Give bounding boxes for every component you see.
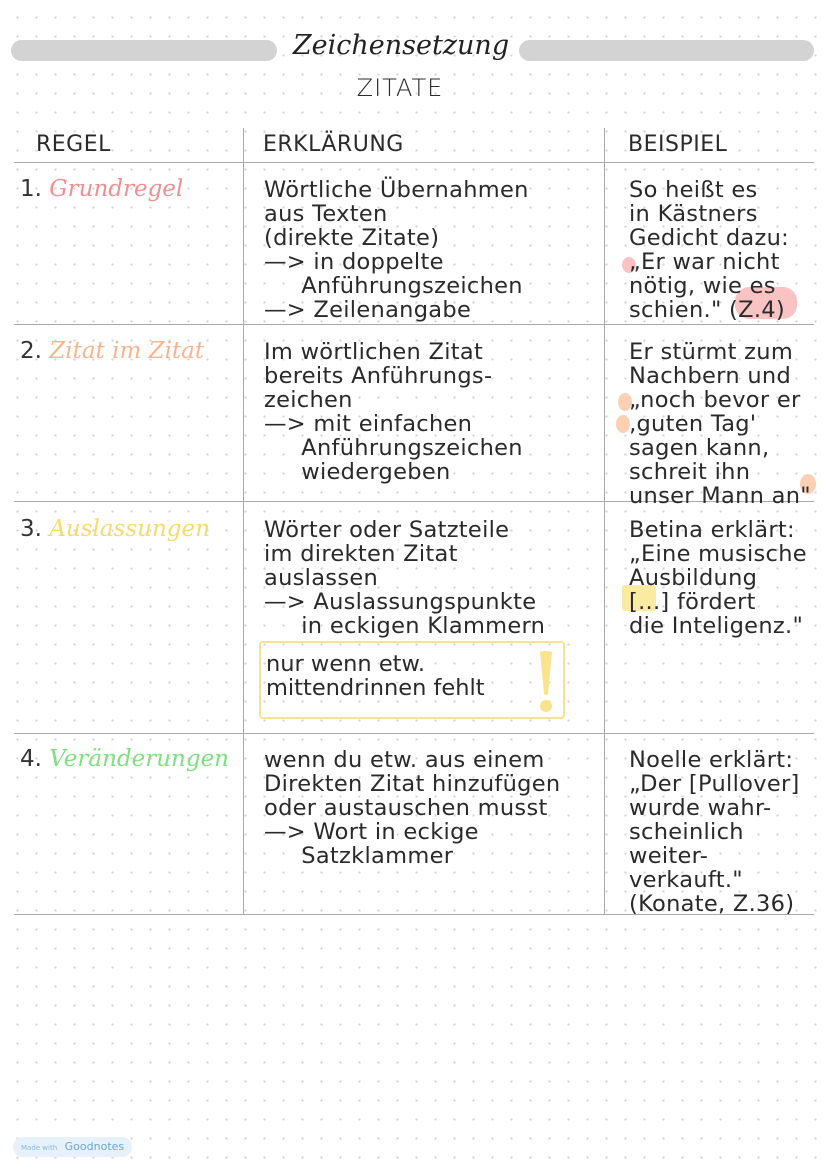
note-text: nur wenn etw. mittendrinnen fehlt	[266, 651, 485, 701]
example-text: Betina erklärt: „Eine musische Ausbildung [...] fördert die Inteligenz."	[629, 517, 807, 639]
row-divider-1	[14, 324, 814, 325]
table-header-divider	[14, 162, 814, 163]
explanation-text: Wörtliche Übernahmen aus Texten (direkte Zitate) —> in doppelte Anführungszeichen —> Zeilenangabe	[264, 177, 529, 323]
rule-number: 3.	[20, 516, 42, 542]
table-row	[20, 176, 183, 202]
title-script: Zeichensetzung	[292, 30, 510, 61]
header-bar-right	[519, 40, 814, 61]
rule-number: 1.	[20, 176, 42, 202]
example-text: So heißt es in Kästners Gedicht dazu: „Er war nicht nötig, wie es schien." (Z.4)	[629, 177, 790, 323]
exclamation-icon	[536, 650, 556, 714]
rule-label: Auslassungen	[49, 516, 210, 542]
table-row	[20, 746, 229, 772]
example-text: Er stürmt zum Nachbern und „noch bevor er ‚guten Tag' sagen kann, schreit ihn unser Mann an"	[629, 339, 811, 509]
row-divider-3	[14, 733, 814, 734]
column-header-erklaerung: ERKLÄRUNG	[263, 132, 404, 157]
page-title: ZITATE	[356, 74, 444, 102]
brand-label: Goodnotes	[64, 1140, 125, 1153]
explanation-text: wenn du etw. aus einem Direkten Zitat hinzufügen oder austauschen musst —> Wort in eckige Satzklammer	[264, 747, 561, 869]
made-with-label: Made with	[21, 1144, 58, 1152]
explanation-text: Wörter oder Satzteile im direkten Zitat auslassen —> Auslassungspunkte in eckigen Klammern	[264, 517, 546, 639]
example-text: Noelle erklärt: „Der [Pullover] wurde wahr- scheinlich weiter- verkauft." (Konate, Z.36)	[629, 747, 800, 917]
column-divider-2	[604, 128, 605, 915]
rule-number: 2.	[20, 338, 42, 364]
rule-number: 4.	[20, 746, 42, 772]
goodnotes-badge	[13, 1137, 132, 1157]
column-header-regel: REGEL	[36, 132, 111, 157]
explanation-text: Im wörtlichen Zitat bereits Anführungs- zeichen —> mit einfachen Anführungszeichen wiedergeben	[264, 339, 523, 485]
quote-mark-highlight	[616, 415, 630, 433]
rule-label: Zitat im Zitat	[49, 338, 205, 364]
rule-label: Grundregel	[49, 176, 184, 202]
header-bar-left	[11, 40, 277, 61]
rule-label: Veränderungen	[49, 746, 229, 772]
column-divider-1	[243, 128, 244, 915]
table-row	[20, 338, 204, 364]
column-header-beispiel: BEISPIEL	[628, 132, 728, 157]
table-row	[20, 516, 210, 542]
